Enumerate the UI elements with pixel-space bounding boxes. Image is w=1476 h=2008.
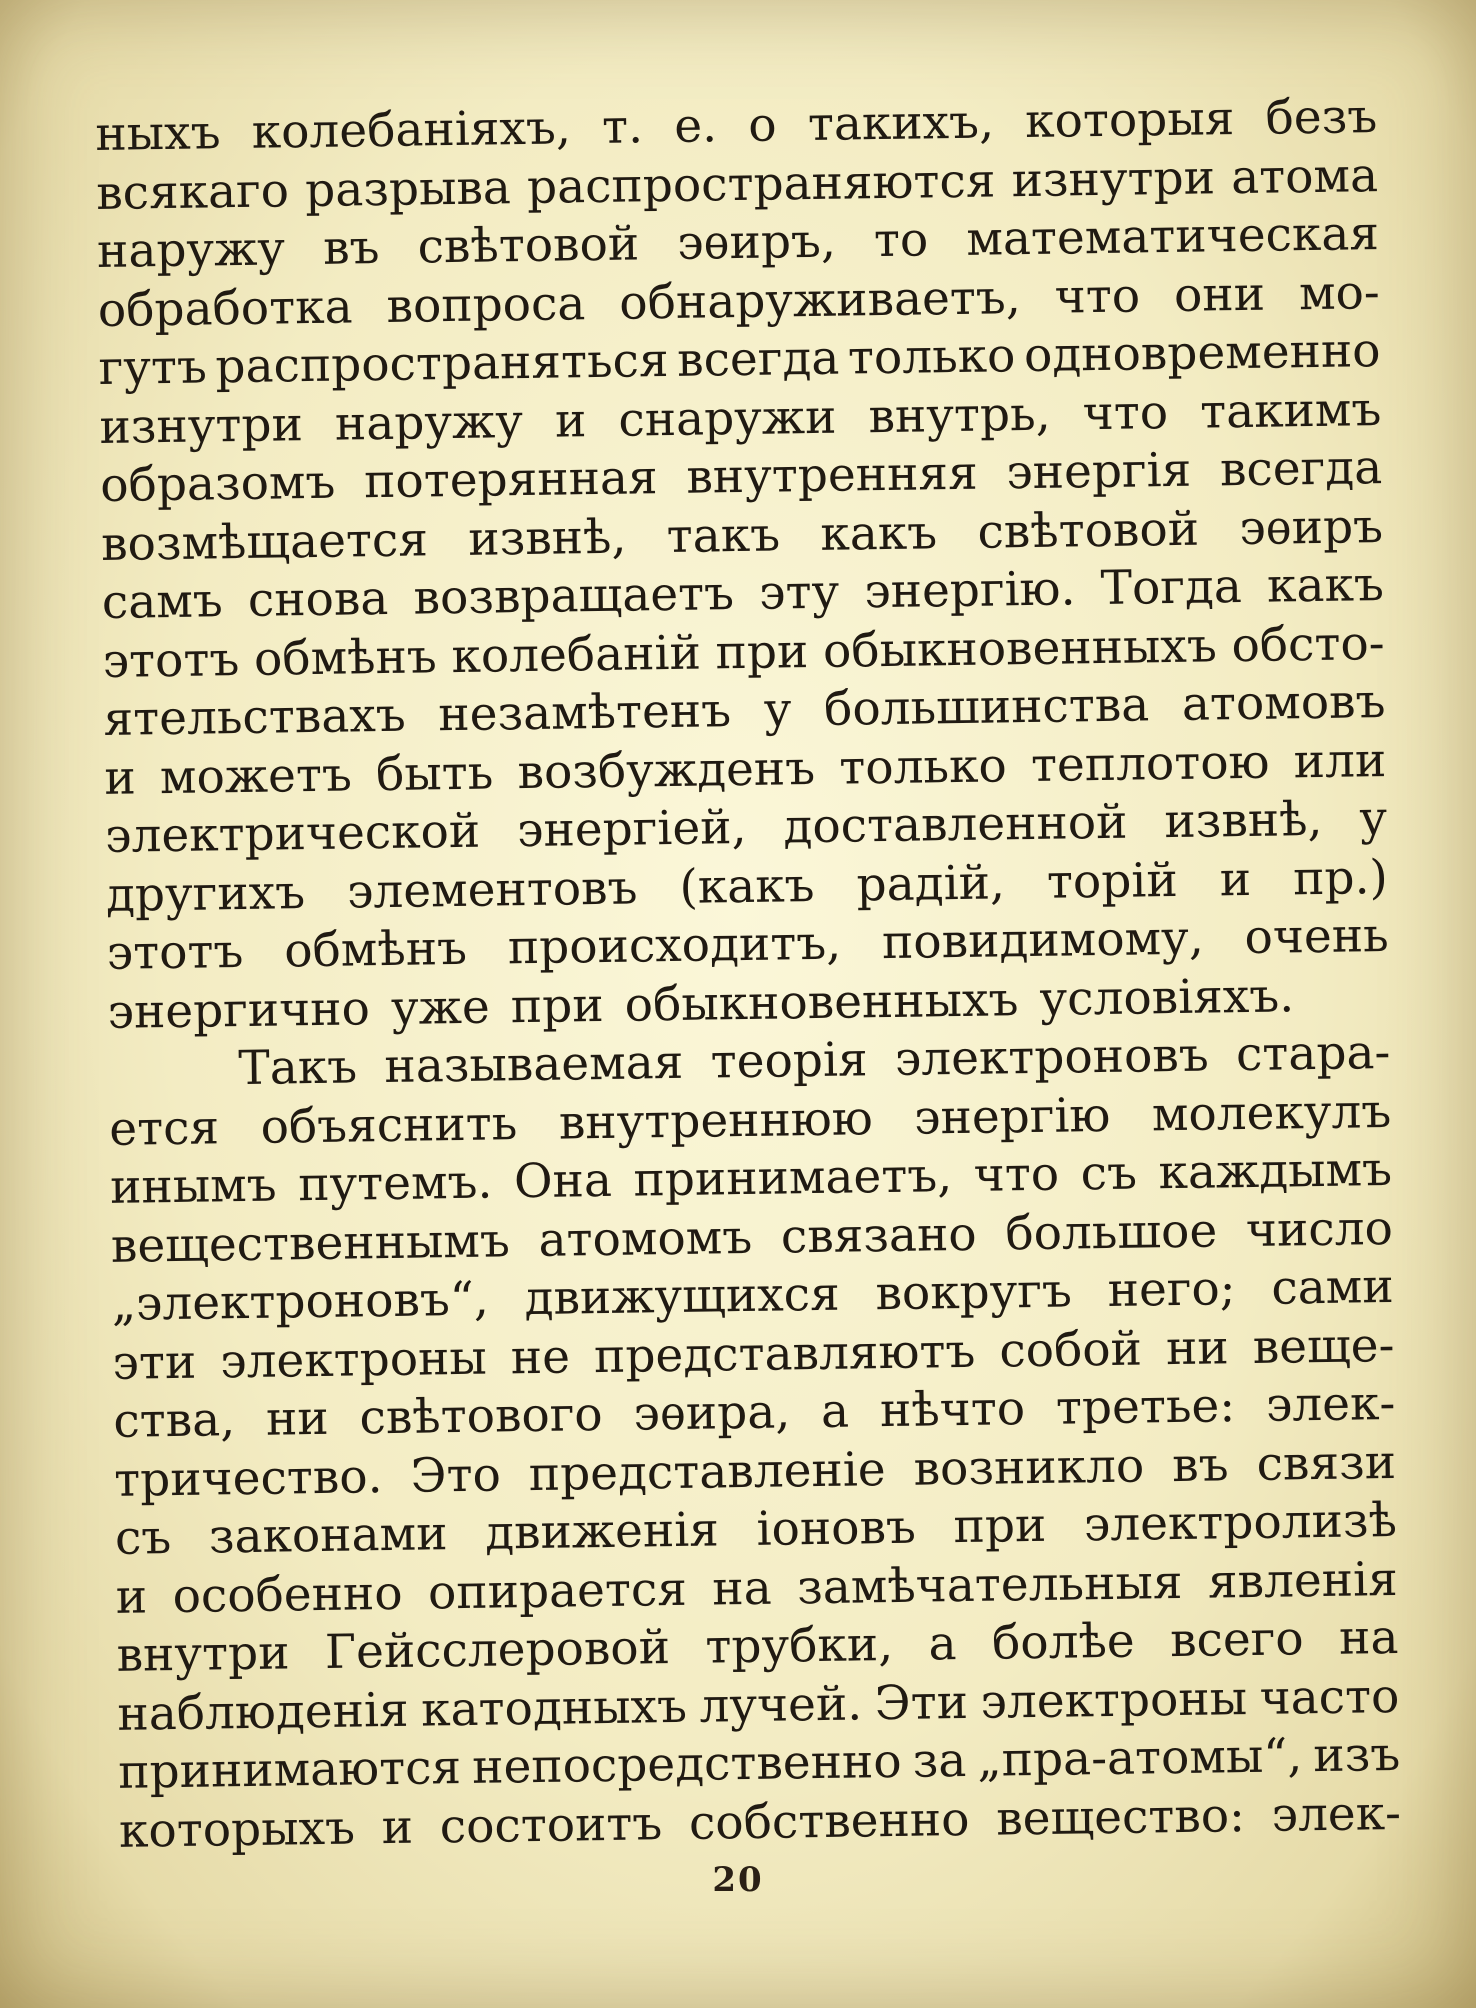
paragraph-1 <box>95 88 1390 1042</box>
text-line: и можетъ быть возбужденъ только теплотою или <box>103 732 1387 806</box>
text-line: „электроновъ“, движущихся вокругъ него; сами <box>111 1258 1394 1332</box>
text-line: изнутри наружу и снаружи внутрь, что такимъ <box>99 381 1382 455</box>
text-line: тричество. Это представленіе возникло въ связи <box>113 1434 1397 1508</box>
text-line: ется объяснить внутреннюю энергію молекулъ <box>108 1083 1392 1157</box>
text-line: и особенно опирается на замѣчательныя явленія <box>115 1551 1399 1625</box>
text-line: образомъ потерянная внутренняя энергія всегда <box>99 440 1383 513</box>
text-line: ныхъ колебаніяхъ, т. е. о такихъ, которыя безъ <box>95 89 1378 162</box>
text-line: этотъ обмѣнъ колебаній при обыкновенныхъ обсто- <box>102 615 1385 689</box>
text-line: наружу въ свѣтовой эѳиръ, то математическая <box>96 206 1380 279</box>
text-line: которыхъ и состоитъ собственно вещество: элек- <box>118 1785 1402 1859</box>
text-line: энергично уже при обыкновенныхъ условіяхъ. <box>107 967 1295 1040</box>
paragraph-2 <box>108 1024 1401 1861</box>
text-line: наблюденія катодныхъ лучей. Эти электроны часто <box>117 1668 1400 1742</box>
text-line: гутъ распространяться всегда только одновременно <box>98 323 1381 396</box>
text-line: обработка вопроса обнаруживаетъ, что они мо- <box>97 264 1381 338</box>
text-line: этотъ обмѣнъ происходитъ, повидимому, очень <box>106 908 1390 981</box>
body-text <box>95 88 1401 1861</box>
text-line: всякаго разрыва распространяются изнутри атома <box>95 147 1379 221</box>
text-line: вещественнымъ атомомъ связано большое число <box>110 1200 1394 1274</box>
text-line: электрической энергіей, доставленной извнѣ, у <box>104 791 1388 864</box>
text-line: инымъ путемъ. Она принимаетъ, что съ каждымъ <box>109 1141 1393 1215</box>
text-line: ятельствахъ незамѣтенъ у большинства атомовъ <box>103 674 1386 747</box>
text-line: внутри Гейсслеровой трубки, а болѣе всего на <box>116 1609 1399 1683</box>
text-line: принимаются непосредственно за „пра-атомы“, изъ <box>117 1726 1401 1800</box>
text-line: другихъ элементовъ (какъ радій, торій и пр.) <box>105 849 1389 923</box>
page-number: 20 <box>712 1860 764 1900</box>
text-line: съ законами движенія іоновъ при электролизѣ <box>114 1492 1398 1566</box>
text-line: ства, ни свѣтового эѳира, а нѣчто третье: элек- <box>112 1375 1396 1449</box>
text-line: возмѣщается извнѣ, такъ какъ свѣтовой эѳиръ <box>100 498 1384 572</box>
text-line: Такъ называемая теорія электроновъ стара- <box>238 1025 1391 1097</box>
text-line: самъ снова возвращаетъ эту энергію. Тогда какъ <box>101 557 1385 630</box>
text-line: эти электроны не представляютъ собой ни веще- <box>112 1317 1395 1391</box>
